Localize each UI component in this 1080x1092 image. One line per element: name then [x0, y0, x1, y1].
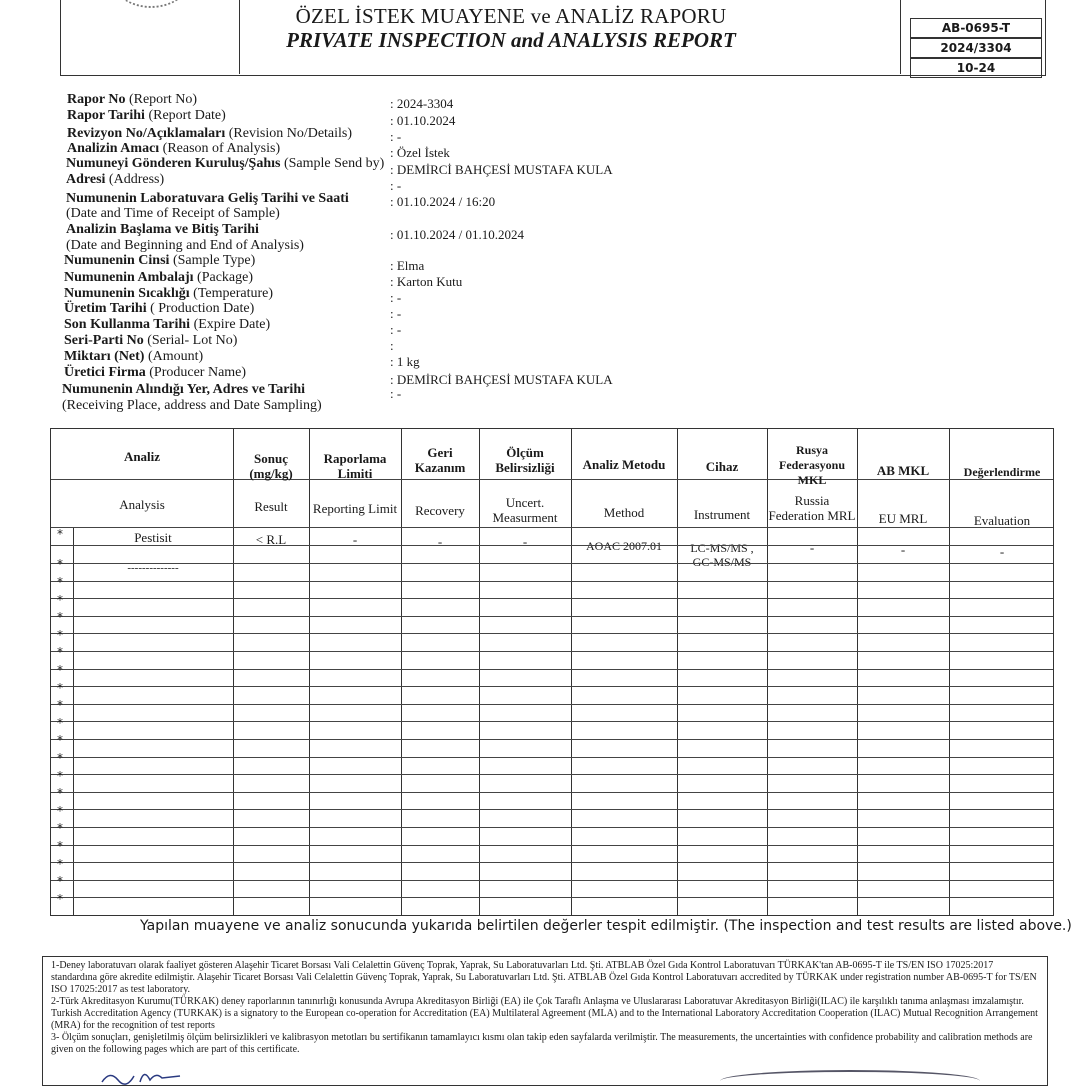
title-english: PRIVATE INSPECTION and ANALYSIS REPORT [286, 28, 736, 52]
col-olcum: Ölçüm Belirsizliği [495, 445, 555, 475]
col-analysis: Analysis [119, 497, 165, 512]
info-value: : DEMİRCİ BAHÇESİ MUSTAFA KULA [390, 162, 613, 177]
info-value: : - [390, 129, 402, 144]
col-raporlama: Raporlama Limiti [323, 451, 387, 481]
col-result: Result [254, 499, 288, 514]
row-marker: * [57, 627, 63, 642]
title-turkish: ÖZEL İSTEK MUAYENE ve ANALİZ RAPORU [295, 4, 727, 28]
row-marker: * [57, 751, 63, 765]
row1-russia: - [809, 540, 815, 555]
analysis-table [50, 428, 1054, 916]
info-label: Analizin Amacı (Reason of Analysis) [67, 141, 281, 156]
row-marker: * [57, 891, 63, 906]
info-label: Revizyon No/Açıklamaları (Revision No/Details) [67, 126, 353, 141]
info-label: Miktarı (Net) (Amount) [64, 349, 204, 364]
col-ab-mkl: AB MKL [876, 463, 930, 478]
row-line [51, 721, 1053, 722]
info-value: : 01.10.2024 / 01.10.2024 [390, 227, 524, 242]
revision-code: 10-24 [910, 58, 1042, 78]
row1-uncertainty: - [522, 534, 528, 549]
info-value: : Elma [390, 258, 425, 273]
row-line [51, 897, 1053, 898]
row-line [51, 757, 1053, 758]
row-line [51, 704, 1053, 705]
info-value: : 01.10.2024 [390, 113, 456, 128]
info-value: : DEMİRCİ BAHÇESİ MUSTAFA KULA [390, 372, 613, 387]
row-marker: * [57, 680, 63, 695]
row-line [51, 845, 1053, 846]
info-label: Rapor Tarihi (Report Date) [67, 108, 226, 123]
row-line [51, 616, 1053, 617]
row-line [51, 669, 1053, 670]
row-line [51, 633, 1053, 634]
row-marker: * [57, 592, 63, 607]
row1-analysis: Pestisit [134, 530, 172, 545]
row-line [51, 581, 1053, 582]
row-marker: * [57, 768, 63, 783]
info-label: Numunenin Ambalajı (Package) [64, 270, 254, 285]
info-label: Numuneyi Gönderen Kuruluş/Şahıs (Sample Send by) [66, 156, 385, 171]
row-marker: * [57, 874, 63, 889]
report-code: 2024/3304 [910, 38, 1042, 58]
info-value: : 2024-3304 [390, 96, 454, 111]
row-marker: * [57, 557, 63, 571]
col-uncertainty: Uncert. Measurment [492, 495, 558, 525]
row-marker: * [57, 733, 63, 748]
column-divider [949, 429, 950, 915]
info-label: Numunenin Cinsi (Sample Type) [64, 253, 256, 268]
info-label: Adresi (Address) [66, 172, 165, 187]
info-label: Numunenin Sıcaklığı (Temperature) [64, 286, 274, 301]
col-metod: Analiz Metodu [582, 457, 666, 472]
row-line [51, 739, 1053, 740]
info-label: Analizin Başlama ve Bitiş Tarihi [66, 222, 259, 237]
col-analiz: Analiz [123, 449, 161, 464]
row-marker: * [57, 786, 63, 801]
row-line [51, 563, 1053, 564]
info-value: : 01.10.2024 / 16:20 [390, 194, 496, 209]
row-marker: * [57, 698, 63, 713]
row1-method: AOAC 2007.01 [585, 539, 662, 553]
row-marker: * [57, 803, 63, 818]
col-cihaz: Cihaz [705, 459, 739, 474]
col-sonuc: Sonuç (mg/kg) [249, 451, 293, 481]
col-geri-kazanim: Geri Kazanım [414, 445, 466, 475]
row-marker: * [57, 575, 63, 589]
info-label: Rapor No (Report No) [67, 92, 198, 107]
info-label: Üretici Firma (Producer Name) [64, 365, 247, 380]
col-recovery: Recovery [415, 503, 465, 518]
row-line [51, 862, 1053, 863]
column-divider [401, 429, 402, 915]
info-label: (Date and Beginning and End of Analysis) [66, 238, 304, 253]
info-label: (Date and Time of Receipt of Sample) [66, 206, 280, 221]
info-value: : - [390, 290, 402, 305]
info-label: Son Kullanma Tarihi (Expire Date) [64, 317, 271, 332]
info-value: : [390, 338, 394, 353]
result-note: Yapılan muayene ve analiz sonucunda yukarıda belirtilen değerler tespit edilmiştir. (The inspection and test results are listed above.) [140, 918, 1072, 934]
stamp-edge [720, 1070, 980, 1092]
info-value: : Karton Kutu [390, 274, 463, 289]
header-bottom [51, 527, 1053, 528]
info-value: : - [390, 386, 402, 401]
row-line [51, 545, 1053, 546]
col-instrument: Instrument [693, 507, 751, 522]
row1-limit: - [352, 532, 358, 547]
row-line [51, 809, 1053, 810]
row-marker: * [57, 645, 63, 660]
info-value: : - [390, 322, 402, 337]
row-marker: * [57, 715, 63, 730]
col-russia-mrl: Russia Federation MRL [768, 493, 856, 523]
row-line [51, 880, 1053, 881]
row1-eu: - [900, 542, 906, 557]
row-line [51, 598, 1053, 599]
info-label: Numunenin Laboratuvara Geliş Tarihi ve Saati [66, 191, 349, 206]
row1-recovery: - [437, 534, 443, 549]
row1-evaluation: - [999, 544, 1005, 559]
info-label: Numunenin Alındığı Yer, Adres ve Tarihi [62, 382, 305, 397]
col-method: Method [603, 505, 645, 520]
row-line [51, 827, 1053, 828]
header-divider [51, 479, 1053, 480]
row2-analysis: -------------- [127, 562, 179, 574]
col-rusya: Rusya Federasyonu MKL [779, 443, 845, 487]
row-line [51, 774, 1053, 775]
footer-note-2: 2-Türk Akreditasyon Kurumu(TÜRKAK) deney raporlarının tanınırlığı konusunda Avrupa Akreditasyon Birliği (EA) ile Çok Taraflı Anlaşma ve Uluslararası Laboratuvar Akreditasyon Birliği(ILAC) ile karşılıklı tanıma anlaşması imzalamıştır. Turkish Accreditation Agency (TURKAK) is a signatory to the European co-operation for Accreditation (EA) Multilateral Agreement (MLA) and to the International Laboratory Accreditation Cooperation (ILAC) Mutual Recognition Arrangement (MRA) for the recognition of test reports [51, 996, 1038, 1031]
info-value: : - [390, 178, 402, 193]
info-label: (Receiving Place, address and Date Sampling) [62, 398, 322, 413]
row1-instrument: LC-MS/MS , GC-MS/MS [690, 541, 754, 569]
col-evaluation: Evaluation [973, 513, 1031, 528]
accreditation-code: AB-0695-T [910, 18, 1042, 38]
row-marker: * [57, 663, 63, 677]
footer-note-1: 1-Deney laboratuvarı olarak faaliyet gösteren Alaşehir Ticaret Borsası Vali Celalettin Güvenç Toprak, Yaprak, Su Laboratuvarları Ltd. Şti. ATBLAB Özel Gıda Kontrol Laboratuvarı TÜRKAK'tan AB-0695-T ile TS/EN ISO 17025:2017 standardına göre akredite edilmiştir. Alaşehir Ticaret Borsası Vali Celalettin Güvenç Toprak, Yaprak, Su Laboratuvarları Ltd. Şti. ATBLAB Özel Gıda Kontrol Laboratuvarı accredited by TÜRKAK under registration number AB-0695-T for TS/EN ISO 17025:2017 as test laboratory. [51, 960, 1037, 995]
column-divider [677, 429, 678, 915]
info-value: : Özel İstek [390, 145, 450, 160]
col-degerlendirme: Değerlendirme [963, 465, 1041, 479]
row-marker: * [57, 527, 63, 541]
row-marker: * [57, 610, 63, 625]
row-line [51, 792, 1053, 793]
info-value: : - [390, 306, 402, 321]
row-marker: * [57, 839, 63, 853]
footer-note-3: 3- Ölçüm sonuçları, genişletilmiş ölçüm belirsizlikleri ve kalibrasyon metotları bu sertifikanın tamamlayıcı kısmı olan takip eden sayfalarda verilmiştir. The measurements, the uncertainties with confidence probability and calibration methods are given on the following pages which are part of this certificate. [51, 1032, 1033, 1055]
col-eu-mrl: EU MRL [878, 511, 928, 526]
row1-result: < R.L [255, 532, 287, 547]
row-marker: * [57, 856, 63, 871]
column-divider [857, 429, 858, 915]
column-divider [571, 429, 572, 915]
info-label: Seri-Parti No (Serial- Lot No) [64, 333, 238, 348]
row-line [51, 686, 1053, 687]
signature [100, 1066, 220, 1086]
col-reporting-limit: Reporting Limit [312, 501, 398, 516]
info-label: Üretim Tarihi ( Production Date) [64, 301, 255, 316]
row-marker: * [57, 821, 63, 836]
info-value: : 1 kg [390, 354, 420, 369]
row-line [51, 651, 1053, 652]
